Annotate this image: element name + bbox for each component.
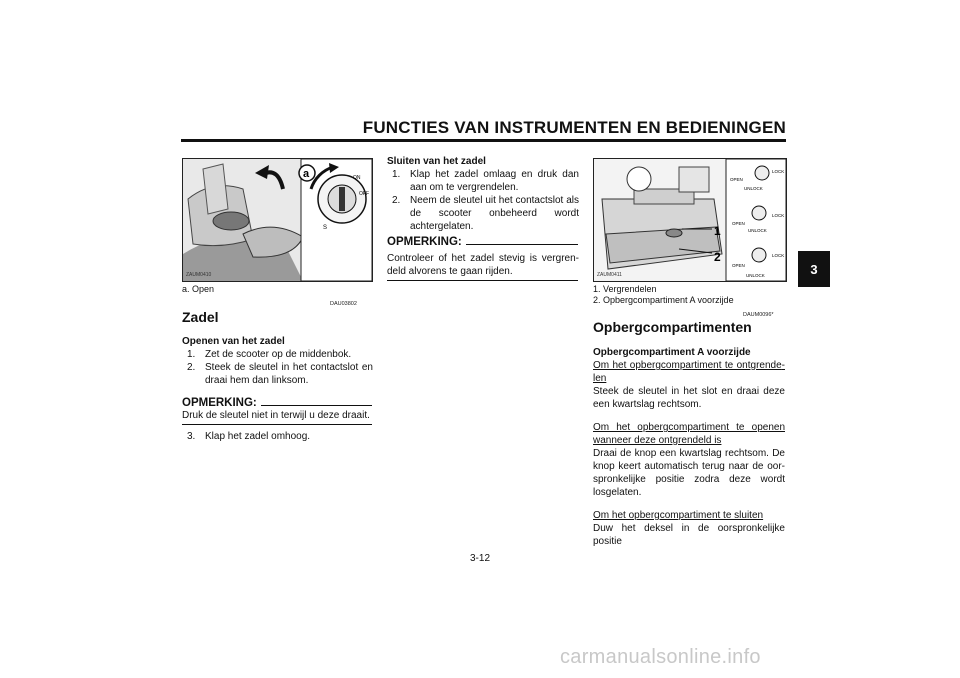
- svg-text:OPEN: OPEN: [732, 221, 745, 226]
- seat-lock-illustration: [183, 159, 372, 281]
- svg-text:OPEN: OPEN: [732, 263, 745, 268]
- subheading-close-seat: Sluiten van het zadel: [387, 156, 486, 167]
- storage-open-heading: Om het opbergcompartiment te openen wanneer deze ontgrendeld is: [593, 422, 785, 446]
- note-text-2: Controleer of het zadel stevig is vergrendeld alvorens te gaan rijden.: [387, 253, 579, 277]
- storage-compartment-figure: [593, 158, 787, 282]
- list-item: 1. Klap het zadel omlaag en druk dan aan om te vergrendelen.: [392, 169, 579, 193]
- figure-code: ZAUM0411: [597, 272, 622, 278]
- note-heading: OPMERKING:: [182, 397, 372, 409]
- dial-mark-s: S: [323, 225, 328, 231]
- section-title-storage: Opbergcompartimenten: [593, 319, 752, 335]
- storage-close-text: Duw het deksel in de oorspronkelijke positie: [593, 523, 785, 547]
- svg-text:UNLOCK: UNLOCK: [744, 186, 763, 191]
- chapter-tab[interactable]: 3: [798, 251, 830, 287]
- storage-compartment-illustration: [594, 159, 786, 281]
- section-ref-code-2: DAUM0096*: [743, 312, 774, 318]
- list-item: 2. Steek de sleutel in het contactslot en draai hem dan linksom.: [187, 362, 373, 386]
- note-heading-2: OPMERKING:: [387, 236, 578, 248]
- storage-open-text: Draai de knop een kwartslag rechtsom. De knop keert automatisch terug naar de oorspronkelijke positie zodra deze wordt losgelaten.: [593, 448, 785, 498]
- svg-text:LOCK: LOCK: [772, 213, 785, 218]
- figure-caption-2: 2. Opbergcompartiment A voorzijde: [593, 295, 734, 305]
- note-rule: [182, 424, 372, 425]
- close-steps-list: [392, 168, 579, 233]
- list-item: 2. Neem de sleutel uit het contactslot als de scooter onbeheerd wordt achtergelaten.: [392, 195, 579, 232]
- figure-caption-a: a. Open: [182, 284, 215, 294]
- list-item: 3. Klap het zadel omhoog.: [187, 431, 311, 442]
- section-ref-code: DAU03802: [330, 301, 357, 307]
- storage-close-heading: Om het opbergcompartiment te sluiten: [593, 510, 764, 521]
- section-title-zadel: Zadel: [182, 309, 219, 325]
- figure-caption-1: 1. Vergrendelen: [593, 284, 657, 294]
- seat-lock-figure: [182, 158, 373, 282]
- label-a: a: [303, 168, 310, 180]
- page-header-title: FUNCTIES VAN INSTRUMENTEN EN BEDIENINGEN: [362, 118, 786, 137]
- dial-mark-on: ON: [353, 175, 361, 181]
- subheading-open-seat: Openen van het zadel: [182, 336, 285, 347]
- list-item: 1. Zet de scooter op de middenbok.: [187, 349, 352, 360]
- svg-text:LOCK: LOCK: [772, 253, 785, 258]
- callout-2: 2: [714, 250, 721, 264]
- svg-text:LOCK: LOCK: [772, 169, 785, 174]
- callout-1: 1: [714, 224, 721, 238]
- note-text: Druk de sleutel niet in terwijl u deze draait.: [182, 410, 370, 421]
- subheading-storage-a: Opbergcompartiment A voorzijde: [593, 347, 751, 358]
- note-rule-2: [387, 280, 578, 281]
- svg-text:UNLOCK: UNLOCK: [746, 273, 765, 278]
- storage-unlock-heading: Om het opbergcompartiment te ontgrendelen: [593, 360, 785, 384]
- figure-code: ZAUM0410: [186, 272, 212, 278]
- svg-text:OPEN: OPEN: [730, 177, 743, 182]
- svg-text:UNLOCK: UNLOCK: [748, 228, 767, 233]
- header-rule: [181, 139, 786, 142]
- dial-mark-off: OFF: [359, 191, 369, 197]
- watermark: carmanualsonline.info: [560, 646, 761, 668]
- open-steps-cont: [187, 430, 373, 443]
- open-steps-list: [187, 348, 373, 387]
- storage-unlock-text: Steek de sleutel in het slot en draai deze een kwartslag rechtsom.: [593, 386, 785, 410]
- page-number: 3-12: [469, 553, 490, 564]
